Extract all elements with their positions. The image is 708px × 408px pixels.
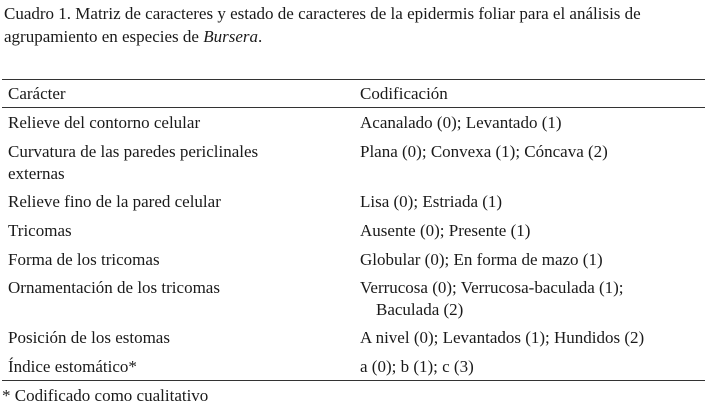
table-row-codificacion: A nivel (0); Levantados (1); Hundidos (2) <box>360 328 645 347</box>
table-row-caracter: Ornamentación de los tricomas <box>8 278 220 297</box>
table-row-codificacion: Verrucosa (0); Verrucosa-baculada (1); <box>360 278 624 297</box>
table-row-codificacion: Lisa (0); Estriada (1) <box>360 192 503 211</box>
caption-genus: Bursera <box>203 27 258 46</box>
caption-text: Matriz de caracteres y estado de caracteres de la epidermis foliar para el análisis de agrupamiento en especies de <box>4 4 641 46</box>
header-codificacion: Codificación <box>360 84 448 103</box>
table-row-codificacion: Plana (0); Convexa (1); Cóncava (2) <box>360 142 608 161</box>
table-row-caracter-cont: externas <box>8 164 65 183</box>
caption-end: . <box>257 27 263 46</box>
table-row-codificacion: Globular (0); En forma de mazo (1) <box>360 250 603 269</box>
table-row-codificacion-cont: Baculada (2) <box>376 300 464 319</box>
table-row-caracter: Tricomas <box>8 221 72 240</box>
table-footnote: * Codificado como cualitativo <box>2 386 209 405</box>
table-caption <box>4 2 704 48</box>
table-row-caracter: Relieve del contorno celular <box>8 113 201 132</box>
table-row-codificacion: Acanalado (0); Levantado (1) <box>360 113 562 132</box>
header-caracter: Carácter <box>8 84 66 103</box>
table-row-caracter: Relieve fino de la pared celular <box>8 192 221 211</box>
table-row-caracter: Posición de los estomas <box>8 328 170 347</box>
table-header-row <box>2 80 705 108</box>
table-row-caracter: Índice estomático* <box>8 357 137 376</box>
table-row-codificacion: a (0); b (1); c (3) <box>360 357 474 376</box>
table-row-codificacion: Ausente (0); Presente (1) <box>360 221 531 240</box>
table-row-caracter: Forma de los tricomas <box>8 250 160 269</box>
character-matrix-table <box>2 79 705 381</box>
caption-label: Cuadro 1. <box>4 4 72 23</box>
table-row-caracter: Curvatura de las paredes periclinales <box>8 142 259 161</box>
